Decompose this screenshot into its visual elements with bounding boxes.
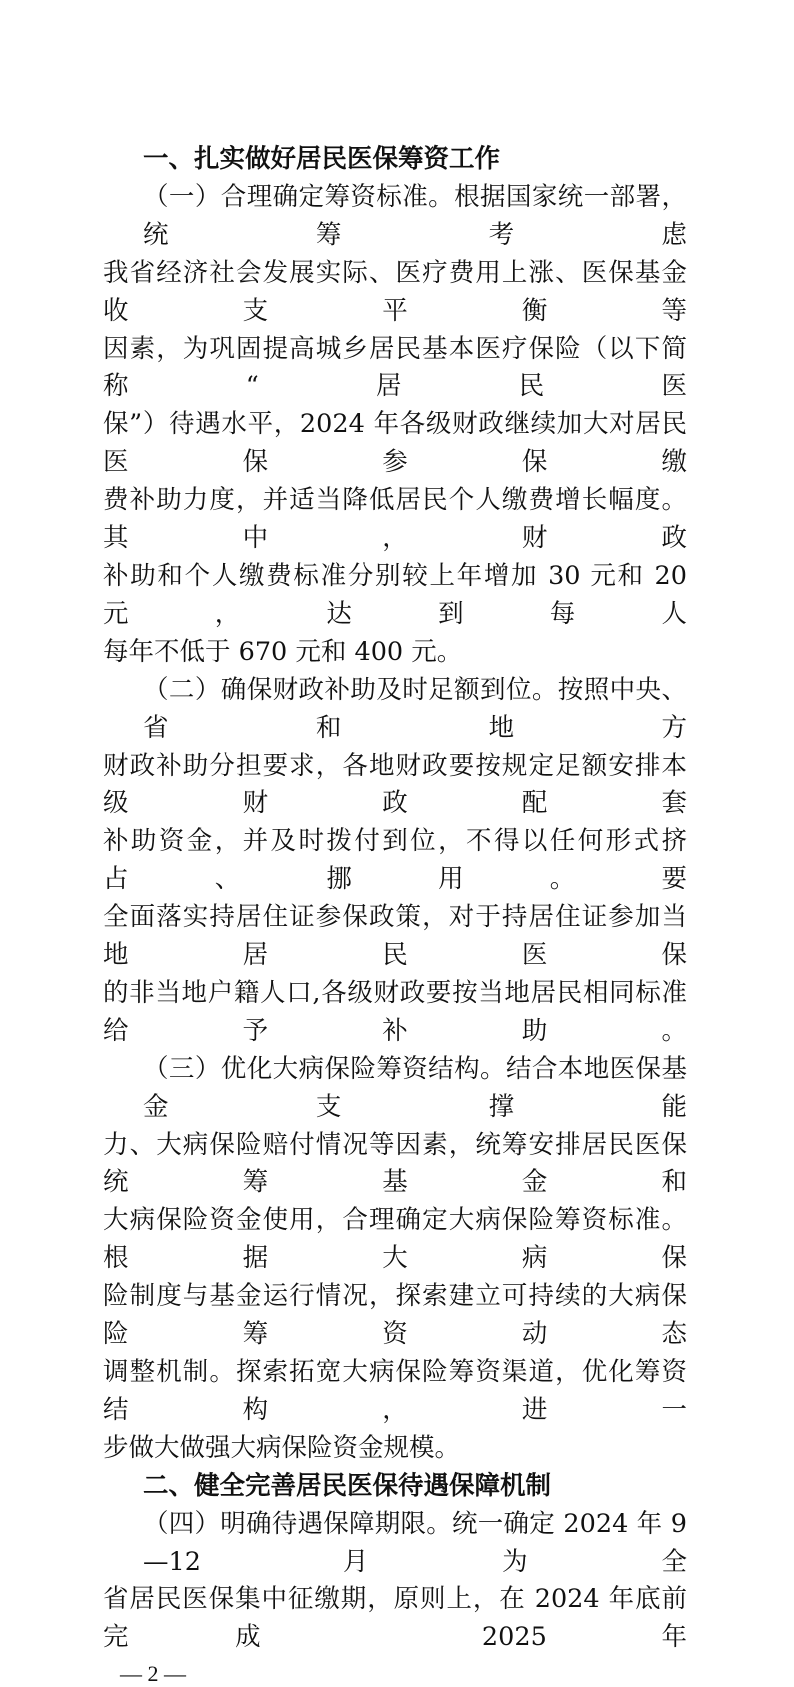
paragraph-line: 补助资金，并及时拨付到位，不得以任何形式挤占、挪用。要 [103, 826, 687, 895]
paragraph-1 [103, 179, 687, 672]
paragraph-line: 每年不低于 670 元和 400 元。 [103, 636, 463, 667]
paragraph-line: 全面落实持居住证参保政策，对于持居住证参加当地居民医保 [103, 902, 687, 971]
paragraph-line: 步做大做强大病保险资金规模。 [103, 1432, 461, 1463]
paragraph-line: （一）合理确定筹资标准。根据国家统一部署，统筹考虑 [143, 181, 687, 250]
paragraph-line: 因素，为巩固提高城乡居民基本医疗保险（以下简称“居民医 [103, 333, 687, 402]
paragraph-4 [103, 1506, 687, 1658]
page-number: — 2 — [120, 1661, 186, 1687]
paragraph-line: 力、大病保险赔付情况等因素，统筹安排居民医保统筹基金和 [103, 1129, 687, 1198]
paragraph-line: 我省经济社会发展实际、医疗费用上涨、医保基金收支平衡等 [103, 257, 687, 326]
paragraph-line: 费补助力度，并适当降低居民个人缴费增长幅度。其中，财政 [103, 485, 687, 554]
paragraph-line: 大病保险资金使用，合理确定大病保险筹资标准。根据大病保 [103, 1205, 687, 1274]
paragraph-line: 补助和个人缴费标准分别较上年增加 30 元和 20 元，达到每人 [103, 560, 687, 629]
paragraph-line: （二）确保财政补助及时足额到位。按照中央、省和地方 [143, 674, 687, 743]
paragraph-line: 调整机制。探索拓宽大病保险筹资渠道，优化筹资结构，进一 [103, 1357, 687, 1425]
paragraph-line: 财政补助分担要求，各地财政要按规定足额安排本级财政配套 [103, 750, 687, 819]
paragraph-line: 省居民医保集中征缴期，原则上，在 2024 年底前完成 2025 年 [103, 1584, 687, 1653]
paragraph-3 [103, 1051, 687, 1468]
document-page [103, 141, 687, 1657]
section-heading-2: 二、健全完善居民医保待遇保障机制 [143, 1470, 552, 1501]
paragraph-line: 保”）待遇水平，2024 年各级财政继续加大对居民医保参保缴 [103, 409, 687, 478]
paragraph-line: （三）优化大病保险筹资结构。结合本地医保基金支撑能 [143, 1053, 687, 1122]
paragraph-line: 的非当地户籍人口,各级财政要按当地居民相同标准给予补助。 [103, 977, 687, 1046]
paragraph-line: （四）明确待遇保障期限。统一确定 2024 年 9—12 月为全 [143, 1508, 687, 1577]
paragraph-line: 险制度与基金运行情况，探索建立可持续的大病保险筹资动态 [103, 1281, 687, 1350]
paragraph-2 [103, 672, 687, 1051]
section-heading-1: 一、扎实做好居民医保筹资工作 [143, 144, 501, 174]
